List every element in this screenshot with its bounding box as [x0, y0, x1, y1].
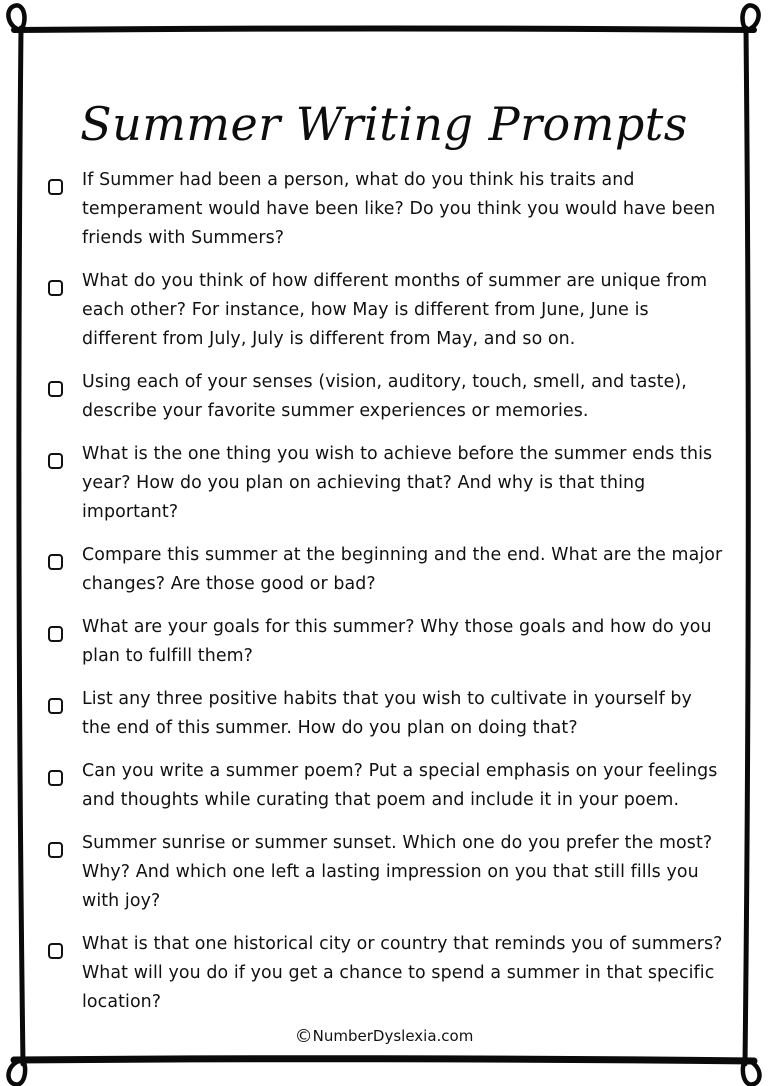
prompt-checkbox[interactable] [48, 626, 63, 642]
prompt-item [44, 685, 724, 743]
prompt-checkbox[interactable] [48, 842, 63, 858]
footer-credit [0, 1026, 768, 1047]
prompt-text: Compare this summer at the beginning and the end. What are the major changes? Are those good or bad? [82, 545, 723, 594]
prompt-item [44, 440, 724, 527]
prompt-checkbox[interactable] [48, 453, 63, 469]
prompt-item [44, 368, 724, 426]
page-title: Summer Writing Prompts [80, 96, 688, 151]
prompt-item [44, 757, 724, 815]
prompt-checkbox[interactable] [48, 280, 63, 296]
prompt-checkbox[interactable] [48, 179, 63, 195]
prompt-item [44, 267, 724, 354]
prompt-list [44, 166, 724, 1017]
prompt-checkbox[interactable] [48, 554, 63, 570]
prompt-checkbox[interactable] [48, 381, 63, 397]
prompt-text: List any three positive habits that you wish to cultivate in yourself by the end of this summer. How do you plan on doing that? [82, 689, 692, 738]
prompt-text: What is the one thing you wish to achieve before the summer ends this year? How do you plan on achieving that? And why is that thing important? [82, 444, 713, 522]
prompt-checkbox[interactable] [48, 698, 63, 714]
prompt-text: Can you write a summer poem? Put a special emphasis on your feelings and thoughts while curating that poem and include it in your poem. [82, 761, 718, 810]
prompt-text: Summer sunrise or summer sunset. Which one do you prefer the most? Why? And which one left a lasting impression on you that still fills you with joy? [82, 833, 713, 911]
prompt-item [44, 829, 724, 916]
prompt-text: What are your goals for this summer? Why those goals and how do you plan to fulfill them? [82, 617, 712, 666]
prompt-item [44, 613, 724, 671]
prompt-item [44, 930, 724, 1017]
prompt-text: Using each of your senses (vision, auditory, touch, smell, and taste), describe your favorite summer experiences or memories. [82, 372, 687, 421]
prompt-item [44, 541, 724, 599]
prompt-checkbox[interactable] [48, 770, 63, 786]
prompt-text: What is that one historical city or country that reminds you of summers? What will you do if you get a chance to spend a summer in that specific location? [82, 934, 723, 1012]
footer-site-name: NumberDyslexia.com [312, 1027, 474, 1045]
copyright-icon: © [294, 1026, 313, 1047]
prompt-checkbox[interactable] [48, 943, 63, 959]
prompt-item [44, 166, 724, 253]
prompt-text: What do you think of how different months of summer are unique from each other? For instance, how May is different from June, June is different from July, July is different from May, and so on. [82, 271, 708, 349]
prompt-text: If Summer had been a person, what do you think his traits and temperament would have been like? Do you think you would have been friends with Summers? [82, 170, 716, 248]
